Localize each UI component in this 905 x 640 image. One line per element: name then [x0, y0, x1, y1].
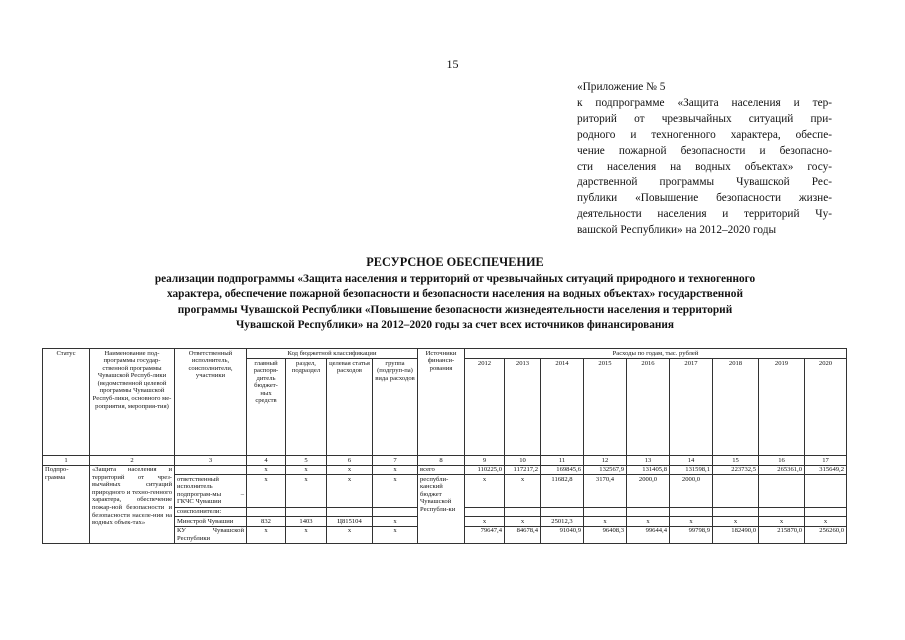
- value-cell: х: [465, 517, 505, 527]
- col-year-header: 2018: [713, 359, 759, 456]
- value-cell: 110225,0: [465, 465, 505, 475]
- value-cell: 117217,2: [505, 465, 541, 475]
- resource-table: [42, 348, 847, 544]
- value-cell: х: [670, 517, 713, 527]
- col-year-header: 2015: [584, 359, 627, 456]
- value-cell: [627, 507, 670, 517]
- value-cell: [759, 475, 805, 507]
- code-cell: Ц815104: [327, 517, 373, 527]
- appendix-note: [577, 80, 832, 239]
- code-cell: х: [286, 465, 327, 475]
- column-number: 1: [43, 456, 90, 466]
- subprogram-name-cell: «Защита населения и территорий от чрез-вычайных ситуаций природного и техно-генного характера, обеспечение пожар-ной безопасности и безопасности населе-ния на водных объек-тах»: [90, 465, 175, 543]
- appendix-line: вашской Республики» на 2012–2020 годы: [577, 224, 777, 237]
- value-cell: [759, 507, 805, 517]
- code-cell: х: [373, 517, 418, 527]
- value-cell: 79647,4: [465, 526, 505, 543]
- value-cell: 223732,5: [713, 465, 759, 475]
- col-section-header: раздел, подраздел: [286, 359, 327, 456]
- column-number: 9: [465, 456, 505, 466]
- appendix-line: чение пожарной безопасности и безопасно-: [577, 144, 832, 157]
- value-cell: 315649,2: [805, 465, 847, 475]
- column-number: 5: [286, 456, 327, 466]
- column-number: 16: [759, 456, 805, 466]
- column-number: 4: [247, 456, 286, 466]
- value-cell: х: [505, 475, 541, 507]
- column-number: 2: [90, 456, 175, 466]
- value-cell: 91040,9: [541, 526, 584, 543]
- col-executor-header: Ответственный исполнитель, соисполнители, участники: [175, 349, 247, 456]
- executor-cell: ответственный исполнитель подпрограм-мы – ГКЧС Чувашии: [175, 475, 247, 507]
- col-sources-header: Источники финанси-рования: [418, 349, 465, 456]
- value-cell: 2000,0: [670, 475, 713, 507]
- appendix-line: риторий от чрезвычайных ситуаций при-: [577, 112, 832, 125]
- value-cell: [805, 507, 847, 517]
- column-number: 12: [584, 456, 627, 466]
- header-row: [43, 349, 847, 359]
- column-number: 13: [627, 456, 670, 466]
- col-year-header: 2013: [505, 359, 541, 456]
- value-cell: 3170,4: [584, 475, 627, 507]
- source-cell: всего: [418, 465, 465, 475]
- col-year-header: 2020: [805, 359, 847, 456]
- value-cell: 215870,0: [759, 526, 805, 543]
- appendix-title: «Приложение № 5: [577, 81, 666, 93]
- value-cell: 25012,3: [541, 517, 584, 527]
- col-manager-header: главный распоря-дитель бюджет-ных средств: [247, 359, 286, 456]
- value-cell: 84678,4: [505, 526, 541, 543]
- code-cell: х: [286, 526, 327, 543]
- value-cell: 182490,0: [713, 526, 759, 543]
- page-number: 15: [446, 57, 459, 71]
- value-cell: 131405,8: [627, 465, 670, 475]
- value-cell: 169845,6: [541, 465, 584, 475]
- executor-cell: соисполнители:: [175, 507, 247, 517]
- value-cell: [584, 507, 627, 517]
- value-cell: [805, 475, 847, 507]
- code-cell: 1403: [286, 517, 327, 527]
- col-year-header: 2012: [465, 359, 505, 456]
- code-cell: 832: [247, 517, 286, 527]
- appendix-line: сти населения на водных объектах» госу-: [577, 160, 832, 173]
- value-cell: х: [713, 517, 759, 527]
- value-cell: 96408,3: [584, 526, 627, 543]
- code-cell: [247, 507, 286, 517]
- table-row: [43, 465, 847, 475]
- appendix-line: публики «Повышение безопасности жизне-: [577, 192, 832, 205]
- document-heading: [60, 255, 850, 334]
- value-cell: 256260,0: [805, 526, 847, 543]
- code-cell: х: [373, 475, 418, 507]
- appendix-line: родного и техногенного характера, обеспе-: [577, 128, 832, 141]
- value-cell: х: [805, 517, 847, 527]
- column-number: 14: [670, 456, 713, 466]
- code-cell: х: [327, 475, 373, 507]
- column-number: 7: [373, 456, 418, 466]
- appendix-line: к подпрограмме «Защита населения и тер-: [577, 96, 832, 109]
- col-budget-code-header: Код бюджетной классификации: [247, 349, 418, 359]
- column-number: 17: [805, 456, 847, 466]
- heading-line: характера, обеспечение пожарной безопасности и безопасности населения на водных объектах» государственной: [167, 288, 743, 301]
- value-cell: х: [759, 517, 805, 527]
- column-number: 3: [175, 456, 247, 466]
- col-expenses-header: Расходы по годам, тыс. рублей: [465, 349, 847, 359]
- code-cell: [373, 507, 418, 517]
- heading-line: Чувашской Республики» на 2012–2020 годы за счет всех источников финансирования: [236, 319, 674, 332]
- value-cell: 132567,9: [584, 465, 627, 475]
- col-target-header: целевая статья расходов: [327, 359, 373, 456]
- col-year-header: 2016: [627, 359, 670, 456]
- source-cell: республи-канский бюджет Чувашской Республи-ки: [418, 475, 465, 544]
- value-cell: 265361,0: [759, 465, 805, 475]
- column-number-row: [43, 456, 847, 466]
- code-cell: х: [247, 465, 286, 475]
- value-cell: х: [627, 517, 670, 527]
- code-cell: [286, 507, 327, 517]
- heading-line: программы Чувашской Республики «Повышение безопасности жизнедеятельности населения и территорий: [177, 303, 733, 316]
- value-cell: х: [584, 517, 627, 527]
- code-cell: х: [327, 465, 373, 475]
- value-cell: [713, 475, 759, 507]
- appendix-line: дарственной программы Чувашской Рес-: [577, 176, 832, 189]
- value-cell: 131598,1: [670, 465, 713, 475]
- column-number: 11: [541, 456, 584, 466]
- col-year-header: 2019: [759, 359, 805, 456]
- value-cell: 99644,4: [627, 526, 670, 543]
- code-cell: х: [247, 475, 286, 507]
- executor-cell: КУ Чувашской Республики: [175, 526, 247, 543]
- appendix-line: деятельности населения и территорий Чу-: [577, 208, 832, 221]
- value-cell: [670, 507, 713, 517]
- code-cell: [327, 507, 373, 517]
- code-cell: х: [247, 526, 286, 543]
- column-number: 10: [505, 456, 541, 466]
- value-cell: [541, 507, 584, 517]
- status-cell: Подпро-грамма: [43, 465, 90, 543]
- col-year-header: 2014: [541, 359, 584, 456]
- code-cell: х: [373, 465, 418, 475]
- value-cell: 2000,0: [627, 475, 670, 507]
- col-status-header: Статус: [43, 349, 90, 456]
- value-cell: [465, 507, 505, 517]
- code-cell: х: [327, 526, 373, 543]
- value-cell: [505, 507, 541, 517]
- value-cell: 11682,8: [541, 475, 584, 507]
- executor-cell: Минстрой Чувашии: [175, 517, 247, 527]
- column-number: 8: [418, 456, 465, 466]
- col-year-header: 2017: [670, 359, 713, 456]
- value-cell: х: [465, 475, 505, 507]
- heading-line: реализации подпрограммы «Защита населения и территорий от чрезвычайных ситуаций природного и техногенного: [154, 272, 756, 285]
- code-cell: х: [373, 526, 418, 543]
- executor-cell: [175, 465, 247, 475]
- value-cell: х: [505, 517, 541, 527]
- col-name-header: Наименование под-программы государ-ственной программы Чувашской Респуб-лики (ведомственной целевой программы Чувашской Респуб-лики, основного ме-роприятия, мероприя-тия): [90, 349, 175, 456]
- column-number: 6: [327, 456, 373, 466]
- value-cell: 99798,9: [670, 526, 713, 543]
- code-cell: х: [286, 475, 327, 507]
- heading-title: РЕСУРСНОЕ ОБЕСПЕЧЕНИЕ: [366, 255, 544, 269]
- col-group-header: группа (подгруп-па) вида расходов: [373, 359, 418, 456]
- value-cell: [713, 507, 759, 517]
- column-number: 15: [713, 456, 759, 466]
